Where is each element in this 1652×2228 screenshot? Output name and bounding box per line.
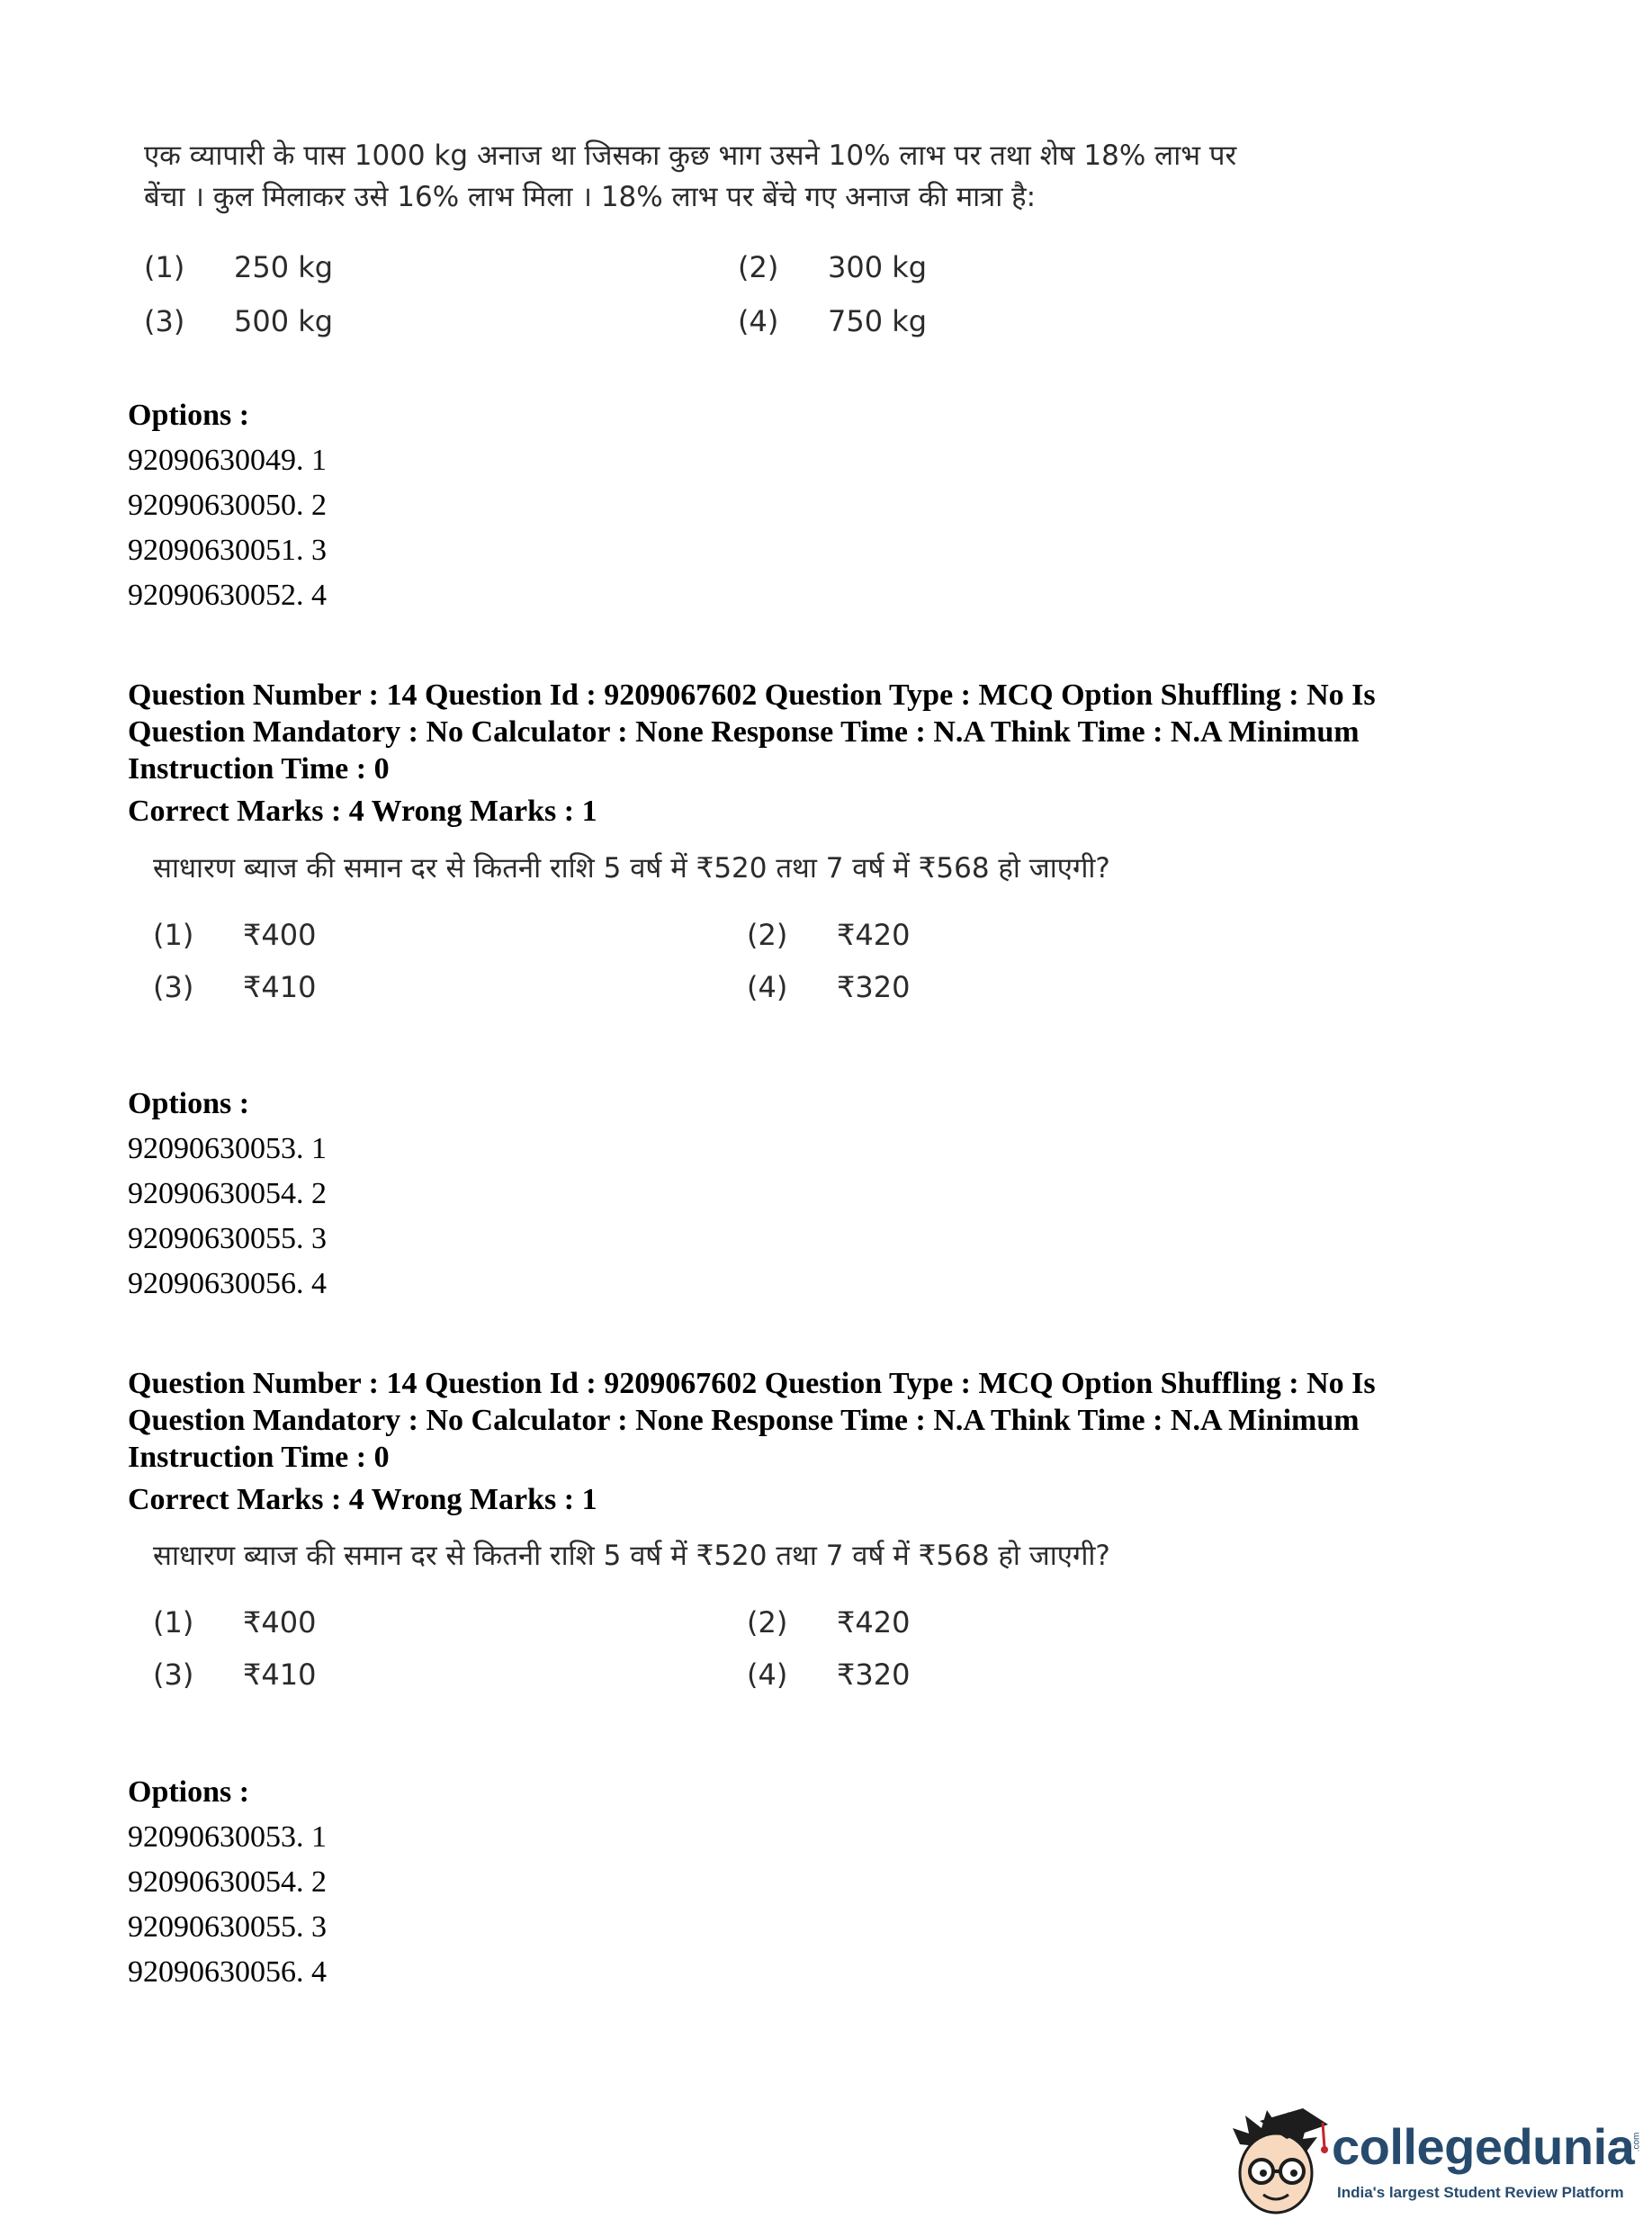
option-id: 92090630056. 4: [128, 1955, 327, 1989]
marks-line: Correct Marks : 4 Wrong Marks : 1: [128, 1483, 597, 1516]
choice-4: (4) 750 kg: [738, 304, 928, 338]
question-14-image: [153, 848, 1413, 1010]
question-text-line-1: एक व्यापारी के पास 1000 kg अनाज था जिसका कुछ भाग उसने 10% लाभ पर तथा शेष 18% लाभ पर: [144, 139, 1237, 172]
options-label: Options :: [128, 1087, 250, 1120]
choice-4: (4) ₹320: [747, 1658, 911, 1692]
question-text: साधारण ब्याज की समान दर से कितनी राशि 5 वर्ष में ₹520 तथा 7 वर्ष में ₹568 हो जाएगी?: [153, 852, 1110, 885]
option-id: 92090630053. 1: [128, 1132, 327, 1165]
choice-1: (1) ₹400: [153, 918, 317, 952]
option-id: 92090630055. 3: [128, 1222, 327, 1255]
collegedunia-logo: [1224, 2101, 1647, 2218]
brand-com: .com: [1631, 2132, 1642, 2152]
choice-3: (3) 500 kg: [144, 304, 334, 338]
options-list-q13: [128, 393, 327, 618]
question-text: साधारण ब्याज की समान दर से कितनी राशि 5 वर्ष में ₹520 तथा 7 वर्ष में ₹568 हो जाएगी?: [153, 1540, 1110, 1572]
option-id: 92090630055. 3: [128, 1910, 327, 1944]
option-id: 92090630050. 2: [128, 489, 327, 522]
option-id: 92090630051. 3: [128, 534, 327, 567]
question-14-repeat-image: [153, 1535, 1413, 1697]
option-id: 92090630054. 2: [128, 1177, 327, 1210]
question-meta: Question Number : 14 Question Id : 9209067602 Question Type : MCQ Option Shuffling : No Is Question Mandatory : No Calculator : None Response Time : N.A Think Time : N.A Minimum Instruction Time : 0: [128, 1367, 1376, 1474]
brand-wordmark: collegedunia: [1332, 2118, 1635, 2175]
question-meta: Question Number : 14 Question Id : 9209067602 Question Type : MCQ Option Shuffling : No Is Question Mandatory : No Calculator : None Response Time : N.A Think Time : N.A Minimum Instruction Time : 0: [128, 678, 1376, 786]
options-label: Options :: [128, 1775, 250, 1809]
question-text-line-2: बेंचा । कुल मिलाकर उसे 16% लाभ मिला । 18% लाभ पर बेंचे गए अनाज की मात्रा है:: [144, 181, 1037, 213]
option-id: 92090630054. 2: [128, 1865, 327, 1899]
option-id: 92090630053. 1: [128, 1820, 327, 1854]
choice-4: (4) ₹320: [747, 970, 911, 1004]
choice-2: (2) ₹420: [747, 1605, 911, 1640]
choice-3: (3) ₹410: [153, 970, 317, 1004]
choice-1: (1) 250 kg: [144, 250, 334, 284]
option-id: 92090630052. 4: [128, 579, 327, 612]
options-list-q14-repeat: [128, 1770, 327, 1995]
question-13-image: [144, 135, 1404, 351]
options-list-q14: [128, 1082, 327, 1307]
options-label: Options :: [128, 399, 250, 432]
choice-3: (3) ₹410: [153, 1658, 317, 1692]
option-id: 92090630056. 4: [128, 1267, 327, 1300]
option-id: 92090630049. 1: [128, 444, 327, 477]
choice-1: (1) ₹400: [153, 1605, 317, 1640]
marks-line: Correct Marks : 4 Wrong Marks : 1: [128, 795, 597, 828]
mascot-icon: [1224, 2101, 1332, 2218]
brand-tagline: India's largest Student Review Platform: [1337, 2184, 1624, 2201]
choice-2: (2) ₹420: [747, 918, 911, 952]
choice-2: (2) 300 kg: [738, 250, 928, 284]
